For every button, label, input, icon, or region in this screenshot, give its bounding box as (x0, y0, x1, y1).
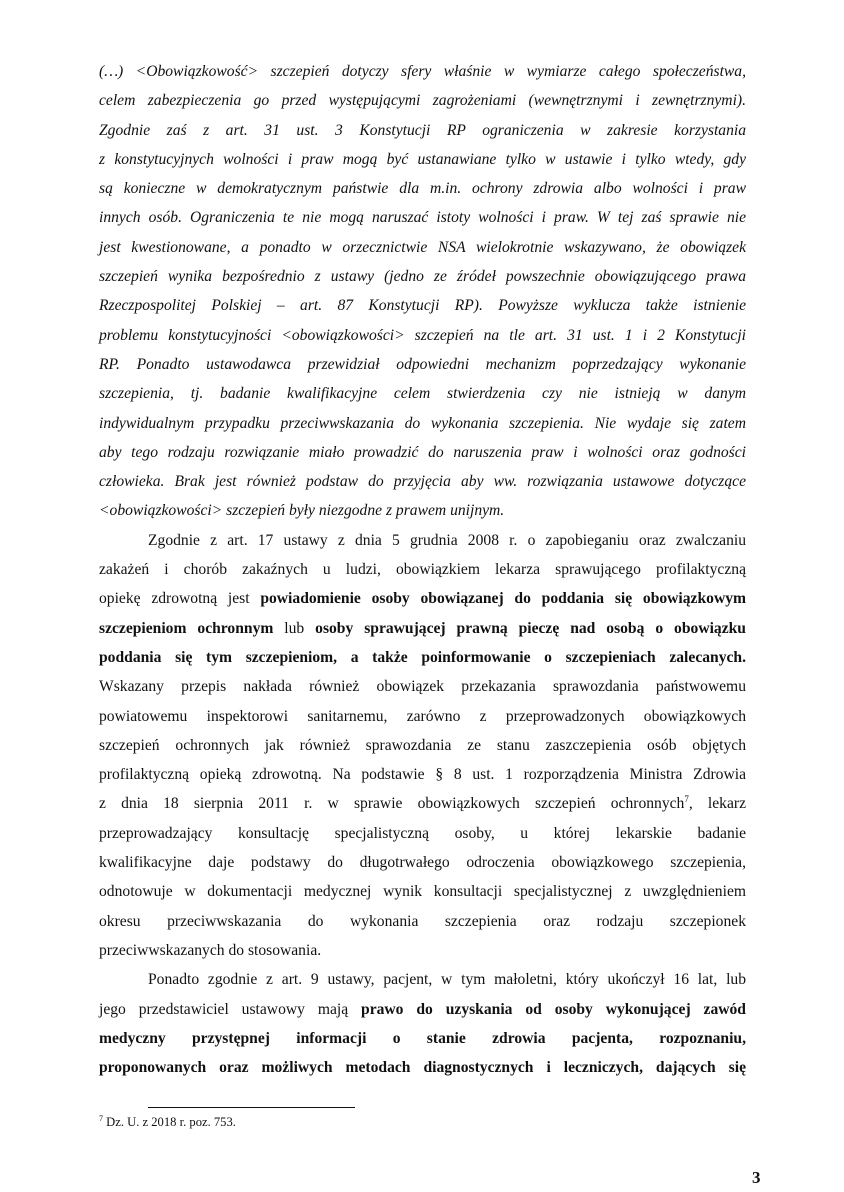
text-line: szczepień wynika bezpośrednio z ustawy (jedno ze źródeł powszechnie obowiązującego prawa (99, 268, 746, 286)
text-line: szczepienia, tj. badanie kwalifikacyjne celem stwierdzenia czy nie istnieją w danym (99, 385, 746, 403)
text-line: profilaktyczną opieką zdrowotną. Na podstawie § 8 ust. 1 rozporządzenia Ministra Zdrowia (99, 766, 746, 784)
footnote (99, 1115, 236, 1130)
text-line: jest kwestionowane, a ponadto w orzecznictwie NSA wielokrotnie wskazywano, że obowiązek (99, 238, 746, 256)
footnote-reference[interactable]: 7 (684, 794, 689, 805)
text-line: (…) <Obowiązkowość> szczepień dotyczy sfery właśnie w wymiarze całego społeczeństwa, (99, 63, 746, 80)
text-line (99, 789, 746, 818)
text-line: przeprowadzający konsultację specjalistyczną osoby, u której lekarskie badanie (99, 824, 746, 842)
text-line: poddania się tym szczepieniom, a także poinformowanie o szczepieniach zalecanych. (99, 648, 746, 666)
footnote-text: Dz. U. z 2018 r. poz. 753. (103, 1115, 236, 1129)
text-line: problemu konstytucyjności <obowiązkowości> szczepień na tle art. 31 ust. 1 i 2 Konstytucji (99, 326, 746, 344)
plain-text: , lekarz (688, 795, 746, 813)
text-line: innych osób. Ograniczenia te nie mogą naruszać istoty wolności i praw. W tej zaś sprawie nie (99, 209, 746, 227)
text-line: indywidualnym przypadku przeciwwskazania do wykonania szczepienia. Nie wydaje się zatem (99, 414, 746, 432)
text-line: okresu przeciwwskazania do wykonania szczepienia oraz rodzaju szczepionek (99, 912, 746, 930)
footnote-separator (148, 1107, 355, 1108)
text-line: proponowanych oraz możliwych metodach diagnostycznych i leczniczych, dających się (99, 1059, 746, 1077)
body-text (99, 57, 746, 1082)
plain-text: jego przedstawiciel ustawowy mają (99, 1000, 362, 1018)
text-line: Wskazany przepis nakłada również obowiązek przekazania sprawozdania państwowemu (99, 678, 746, 696)
quoted-passage (99, 57, 746, 526)
plain-text: lub (273, 619, 316, 637)
text-line: odnotowuje w dokumentacji medycznej wynik konsultacji specjalistycznej z uwzględnieniem (99, 883, 746, 901)
page-number: 3 (752, 1168, 761, 1187)
text-line: zakażeń i chorób zakaźnych u ludzi, obowiązkiem lekarza sprawującego profilaktyczną (99, 561, 746, 579)
text-line (99, 995, 746, 1024)
text-line (99, 614, 746, 643)
bold-text: osoby sprawującej prawną pieczę nad osobą o obowiązku (315, 619, 746, 637)
paragraph-art-9 (99, 965, 746, 1082)
text-line: Zgodnie z art. 17 ustawy z dnia 5 grudnia 2008 r. o zapobieganiu oraz zwalczaniu (148, 531, 746, 549)
text-line: szczepień ochronnych jak również sprawozdania ze stanu zaszczepienia osób objętych (99, 736, 746, 754)
text-line: przeciwwskazanych do stosowania. (99, 941, 322, 959)
text-line: <obowiązkowości> szczepień były niezgodne z prawem unijnym. (99, 502, 505, 520)
bold-text: szczepieniom ochronnym (99, 619, 274, 637)
paragraph-art-17 (99, 526, 746, 965)
text-line: Ponadto zgodnie z art. 9 ustawy, pacjent, w tym małoletni, który ukończył 16 lat, lub (148, 971, 746, 989)
text-line (99, 584, 746, 613)
text-line: kwalifikacyjne daje podstawy do długotrwałego odroczenia obowiązkowego szczepienia, (99, 854, 746, 872)
footnote-number: 7 (99, 1113, 103, 1123)
text-line: medyczny przystępnej informacji o stanie zdrowia pacjenta, rozpoznaniu, (99, 1029, 746, 1047)
text-line: Rzeczpospolitej Polskiej – art. 87 Konstytucji RP). Powyższe wyklucza także istnienie (99, 297, 746, 315)
text-line: z konstytucyjnych wolności i praw mogą być ustanawiane tylko w ustawie i tylko wtedy, gdy (99, 150, 746, 168)
text-line: Zgodnie zaś z art. 31 ust. 3 Konstytucji RP ograniczenia w zakresie korzystania (99, 121, 746, 139)
text-line: są konieczne w demokratycznym państwie dla m.in. ochrony zdrowia albo wolności i praw (99, 180, 746, 198)
text-line: RP. Ponadto ustawodawca przewidział odpowiedni mechanizm poprzedzający wykonanie (99, 355, 746, 373)
plain-text: z dnia 18 sierpnia 2011 r. w sprawie obowiązkowych szczepień ochronnych (99, 795, 685, 813)
bold-text: powiadomienie osoby obowiązanej do poddania się obowiązkowym (260, 590, 746, 608)
text-line: celem zabezpieczenia go przed występującymi zagrożeniami (wewnętrznymi i zewnętrznymi). (99, 92, 746, 110)
text-line: aby tego rodzaju rozwiązanie miało prowadzić do naruszenia praw i wolności oraz godności (99, 443, 746, 461)
plain-text: opiekę zdrowotną jest (99, 590, 261, 608)
text-line: powiatowemu inspektorowi sanitarnemu, zarówno z przeprowadzonych obowiązkowych (99, 707, 746, 725)
bold-text: prawo do uzyskania od osoby wykonującej zawód (361, 1000, 746, 1018)
text-line: człowieka. Brak jest również podstaw do przyjęcia aby ww. rozwiązania ustawowe dotyczące (99, 473, 746, 491)
